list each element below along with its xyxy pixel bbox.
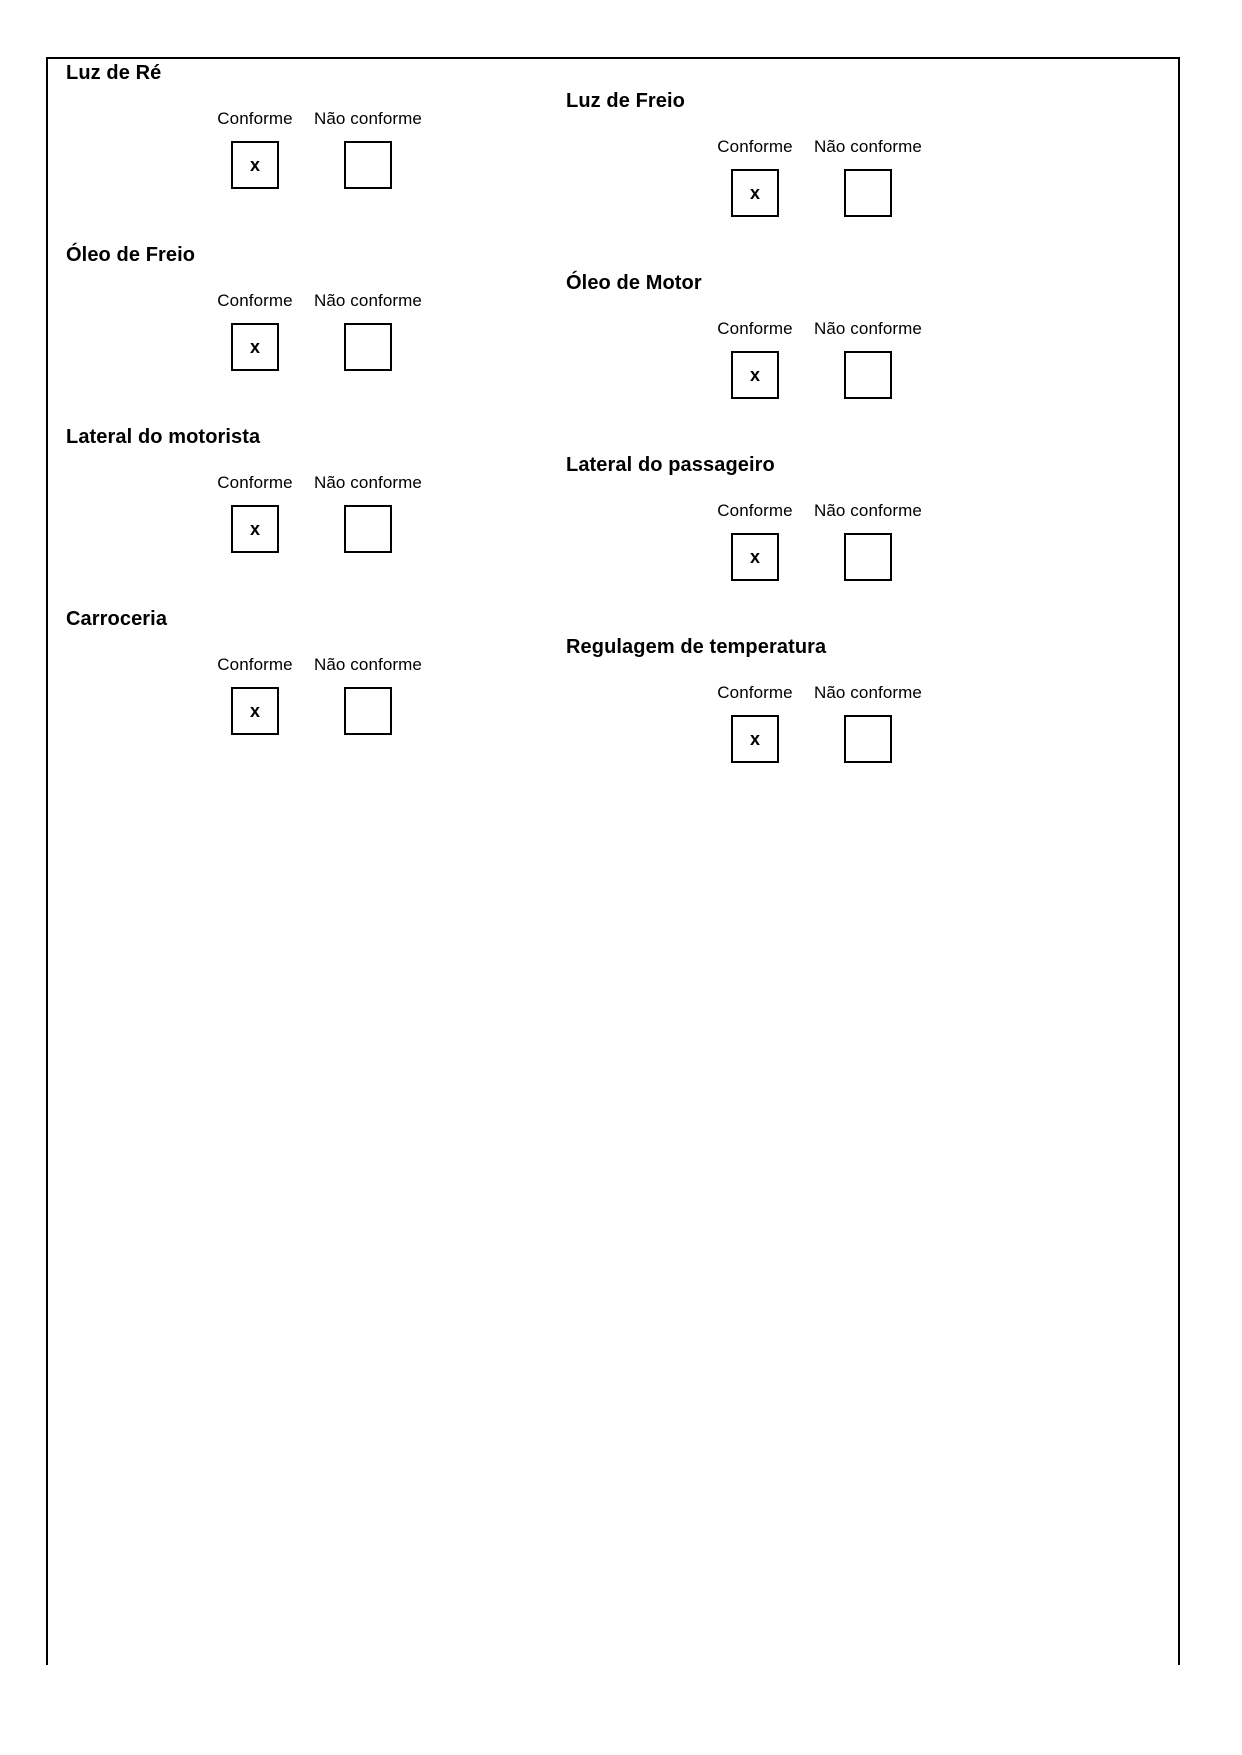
option-label-nao-conforme: Não conforme	[314, 291, 422, 310]
option-conforme[interactable]	[210, 655, 300, 735]
option-label-conforme: Conforme	[217, 109, 293, 128]
option-nao-conforme[interactable]	[813, 501, 923, 581]
checkbox-nao-conforme[interactable]	[844, 169, 892, 217]
check-item-label: Regulagem de temperatura	[566, 636, 827, 658]
checkbox-conforme[interactable]: x	[731, 169, 779, 217]
option-label-conforme: Conforme	[717, 501, 793, 520]
checkbox-conforme[interactable]: x	[731, 533, 779, 581]
checkbox-nao-conforme[interactable]	[844, 715, 892, 763]
checkbox-nao-conforme[interactable]	[344, 505, 392, 553]
checkbox-nao-conforme[interactable]	[844, 533, 892, 581]
option-label-nao-conforme: Não conforme	[814, 501, 922, 520]
check-item-options	[210, 473, 566, 553]
check-item-label: Lateral do passageiro	[566, 454, 775, 476]
check-item-options	[210, 291, 566, 371]
option-nao-conforme[interactable]	[813, 137, 923, 217]
inspection-checklist	[48, 59, 1182, 1665]
option-conforme[interactable]	[210, 109, 300, 189]
check-item-options	[710, 501, 1066, 581]
option-conforme[interactable]	[710, 501, 800, 581]
option-label-conforme: Conforme	[717, 683, 793, 702]
option-conforme[interactable]	[710, 319, 800, 399]
checkbox-conforme[interactable]: x	[731, 715, 779, 763]
option-nao-conforme[interactable]	[313, 291, 423, 371]
option-label-nao-conforme: Não conforme	[814, 319, 922, 338]
check-item-lateral-do-motorista	[66, 423, 566, 605]
option-conforme[interactable]	[210, 291, 300, 371]
option-label-nao-conforme: Não conforme	[814, 137, 922, 156]
checkbox-conforme[interactable]: x	[231, 323, 279, 371]
option-nao-conforme[interactable]	[813, 319, 923, 399]
check-item-options	[210, 655, 566, 735]
option-label-nao-conforme: Não conforme	[314, 473, 422, 492]
option-label-conforme: Conforme	[717, 319, 793, 338]
checkbox-nao-conforme[interactable]	[344, 687, 392, 735]
option-label-nao-conforme: Não conforme	[314, 109, 422, 128]
option-label-conforme: Conforme	[717, 137, 793, 156]
check-item-label: Carroceria	[66, 608, 168, 630]
check-item-label: Luz de Ré	[66, 62, 162, 84]
option-nao-conforme[interactable]	[313, 473, 423, 553]
checkbox-conforme[interactable]: x	[231, 141, 279, 189]
check-item-options	[710, 319, 1066, 399]
checklist-column-left	[66, 59, 566, 787]
checkbox-nao-conforme[interactable]	[344, 323, 392, 371]
option-conforme[interactable]	[710, 137, 800, 217]
option-conforme[interactable]	[210, 473, 300, 553]
checkbox-nao-conforme[interactable]	[344, 141, 392, 189]
option-label-nao-conforme: Não conforme	[314, 655, 422, 674]
check-item-label: Lateral do motorista	[66, 426, 261, 448]
checkbox-nao-conforme[interactable]	[844, 351, 892, 399]
option-nao-conforme[interactable]	[313, 109, 423, 189]
check-item-luz-de-freio	[566, 87, 1066, 269]
option-conforme[interactable]	[710, 683, 800, 763]
check-item-carroceria	[66, 605, 566, 787]
option-label-conforme: Conforme	[217, 473, 293, 492]
check-item-label: Luz de Freio	[566, 90, 685, 112]
check-item-regulagem-de-temperatura	[566, 633, 1066, 815]
check-item-oleo-de-motor	[566, 269, 1066, 451]
checklist-column-right	[566, 87, 1066, 815]
option-label-nao-conforme: Não conforme	[814, 683, 922, 702]
option-nao-conforme[interactable]	[813, 683, 923, 763]
check-item-options	[710, 683, 1066, 763]
check-item-luz-de-re	[66, 59, 566, 241]
option-nao-conforme[interactable]	[313, 655, 423, 735]
check-item-label: Óleo de Motor	[566, 272, 702, 294]
checkbox-conforme[interactable]: x	[231, 687, 279, 735]
check-item-lateral-do-passageiro	[566, 451, 1066, 633]
document-page	[46, 57, 1180, 1665]
check-item-options	[710, 137, 1066, 217]
checkbox-conforme[interactable]: x	[731, 351, 779, 399]
check-item-label: Óleo de Freio	[66, 244, 196, 266]
option-label-conforme: Conforme	[217, 291, 293, 310]
checkbox-conforme[interactable]: x	[231, 505, 279, 553]
check-item-oleo-de-freio	[66, 241, 566, 423]
check-item-options	[210, 109, 566, 189]
option-label-conforme: Conforme	[217, 655, 293, 674]
